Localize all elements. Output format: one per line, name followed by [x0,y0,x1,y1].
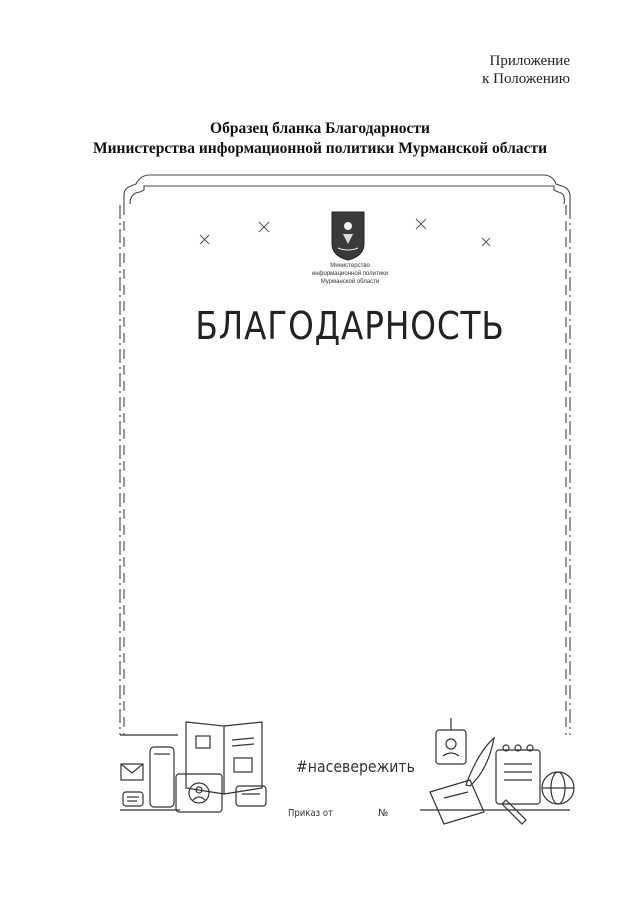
star-icon [200,235,209,244]
order-label: Приказ от [288,808,334,819]
order-number-label: № [378,808,389,819]
id-badge-icon [436,730,466,764]
appendix-line-2: к Положению [482,71,570,87]
document-heading-line-1: Образец бланка Благодарности [210,120,430,137]
scroll-icon [430,780,484,824]
open-book-icon [186,722,224,794]
frame-inner-border [130,186,564,204]
notepad-icon [496,750,540,804]
speech-bubble-icon [236,786,266,806]
frame-outer-border [124,175,570,205]
bottom-left-illustration [120,722,266,812]
ministry-line-3: Мурманской области [320,279,380,285]
hashtag-text: #насевережить [296,757,415,776]
appendix-line-1: Приложение [489,53,570,69]
chat-bubble-icon [123,792,143,806]
ministry-line-1: Министерство [330,263,370,269]
phone-icon [150,747,174,807]
ministry-caption [300,262,400,286]
bottom-right-illustration [420,718,574,824]
coat-of-arms-icon [332,212,364,260]
ministry-line-2: информационной политики [311,271,389,277]
document-heading-line-2: Министерства информационной политики Мурманской области [92,140,548,157]
order-line [288,808,389,819]
quill-icon [466,738,494,786]
certificate-title: БЛАГОДАРНОСТЬ [195,304,505,348]
star-icon [482,238,490,246]
star-icon [416,219,426,229]
star-icon [259,222,269,232]
